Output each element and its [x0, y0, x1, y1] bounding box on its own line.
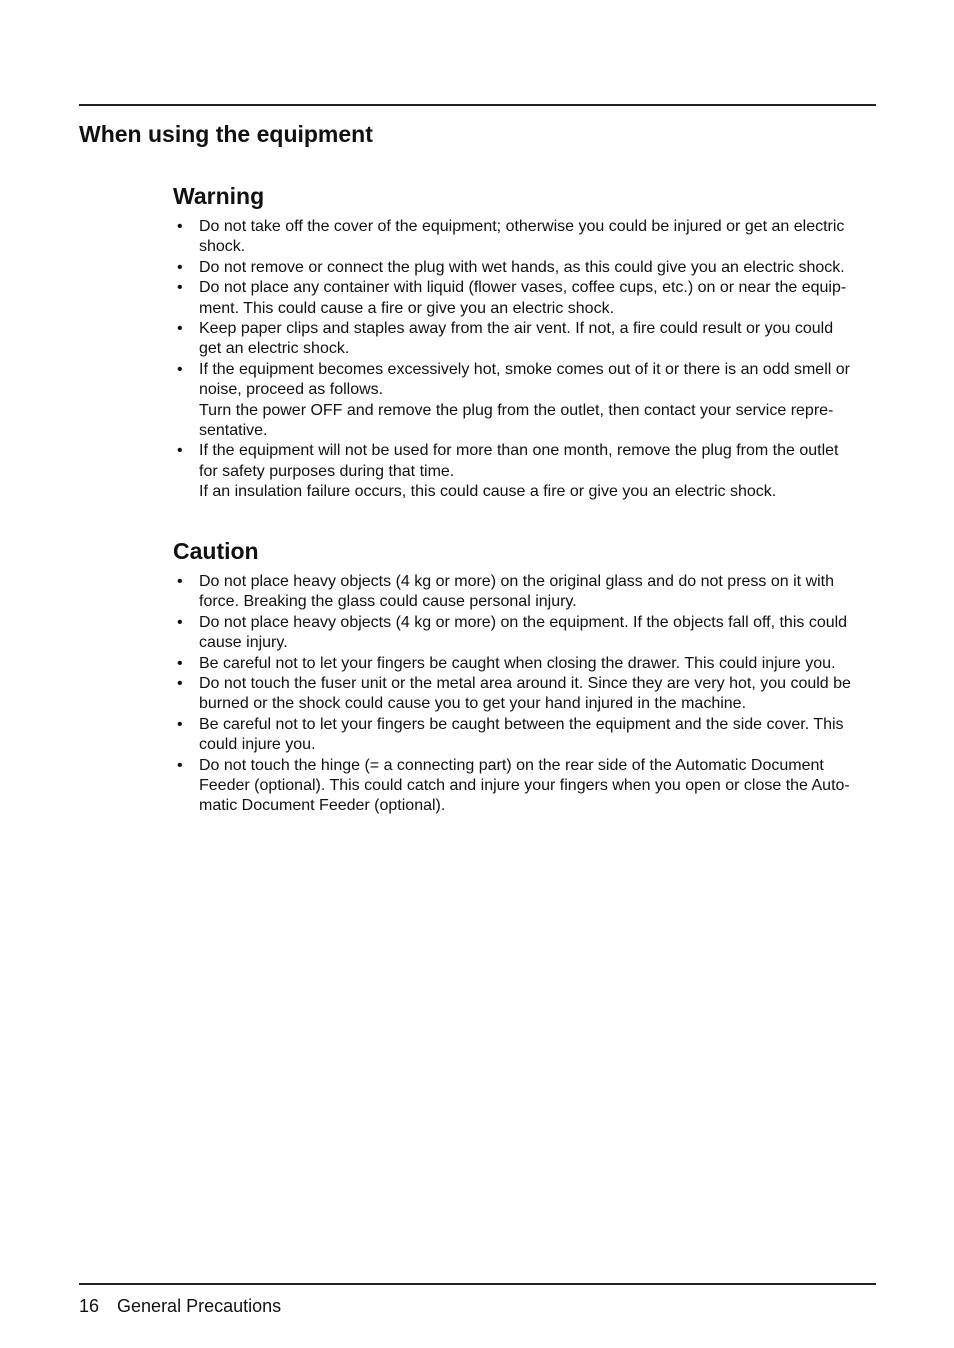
list-item-text: If the equipment will not be used for more than one month, remove the plug from the outlet for safety purposes during that time. If an insulation failure occurs, this could cause a fire or give you an electric shock. — [199, 442, 839, 501]
list-item — [173, 258, 878, 278]
list-item — [173, 674, 878, 715]
warning-section — [173, 181, 878, 503]
bullet-icon: • — [177, 573, 183, 590]
bullet-icon: • — [177, 320, 183, 338]
chapter-title: General Precautions — [117, 1296, 282, 1316]
list-item — [173, 217, 878, 258]
caution-list — [173, 572, 878, 817]
page-footer — [79, 1294, 281, 1318]
warning-list — [173, 217, 878, 503]
list-item — [173, 572, 878, 613]
list-item-text: Do not place heavy objects (4 kg or more) on the equipment. If the objects fall off, this could cause injury. — [199, 613, 848, 652]
list-item — [173, 278, 878, 319]
list-item-text: Be careful not to let your fingers be caught when closing the drawer. This could injure you. — [199, 654, 836, 672]
list-item-text: Do not place any container with liquid (flower vases, coffee cups, etc.) on or near the equip- ment. This could cause a fire or give you an electric shock. — [199, 279, 847, 317]
bullet-icon: • — [177, 756, 183, 774]
list-item — [173, 715, 878, 756]
list-item — [173, 756, 878, 817]
footer-rule — [79, 1283, 876, 1285]
list-item-text: Do not touch the fuser unit or the metal area around it. Since they are very hot, you could be burned or the shock could cause you to get your hand injured in the machine. — [199, 675, 851, 713]
bullet-icon: • — [177, 715, 183, 733]
caution-section — [173, 536, 878, 817]
page-number: 16 — [79, 1296, 100, 1316]
warning-heading: Warning — [173, 183, 265, 209]
section-title: When using the equipment — [79, 121, 373, 147]
list-item — [173, 613, 878, 654]
caution-heading: Caution — [173, 538, 259, 564]
list-item-text: Do not touch the hinge (= a connecting part) on the rear side of the Automatic Document Feeder (optional). This could catch and injure your fingers when you open or close the Auto- matic Document Feeder (optional). — [199, 756, 850, 815]
list-item — [173, 654, 878, 674]
bullet-icon: • — [177, 218, 183, 235]
bullet-icon: • — [177, 360, 183, 378]
list-item — [173, 360, 878, 442]
list-item-text: If the equipment becomes excessively hot, smoke comes out of it or there is an odd smell or noise, proceed as follows. Turn the power OFF and remove the plug from the outlet, then contact your service repre- sentative. — [199, 360, 850, 440]
list-item-text: Keep paper clips and staples away from the air vent. If not, a fire could result or you could get an electric shock. — [199, 320, 834, 358]
list-item-text: Do not take off the cover of the equipment; otherwise you could be injured or get an electric shock. — [199, 218, 845, 256]
bullet-icon: • — [177, 675, 183, 693]
list-item — [173, 319, 878, 360]
list-item — [173, 441, 878, 502]
list-item-text: Do not remove or connect the plug with wet hands, as this could give you an electric shock. — [199, 258, 845, 276]
bullet-icon: • — [177, 613, 183, 631]
list-item-text: Do not place heavy objects (4 kg or more) on the original glass and do not press on it with force. Breaking the glass could cause personal injury. — [199, 573, 835, 611]
bullet-icon: • — [177, 258, 183, 276]
bullet-icon: • — [177, 654, 183, 672]
bullet-icon: • — [177, 442, 183, 460]
header-rule — [79, 104, 876, 106]
bullet-icon: • — [177, 279, 183, 297]
list-item-text: Be careful not to let your fingers be caught between the equipment and the side cover. This could injure you. — [199, 715, 844, 754]
